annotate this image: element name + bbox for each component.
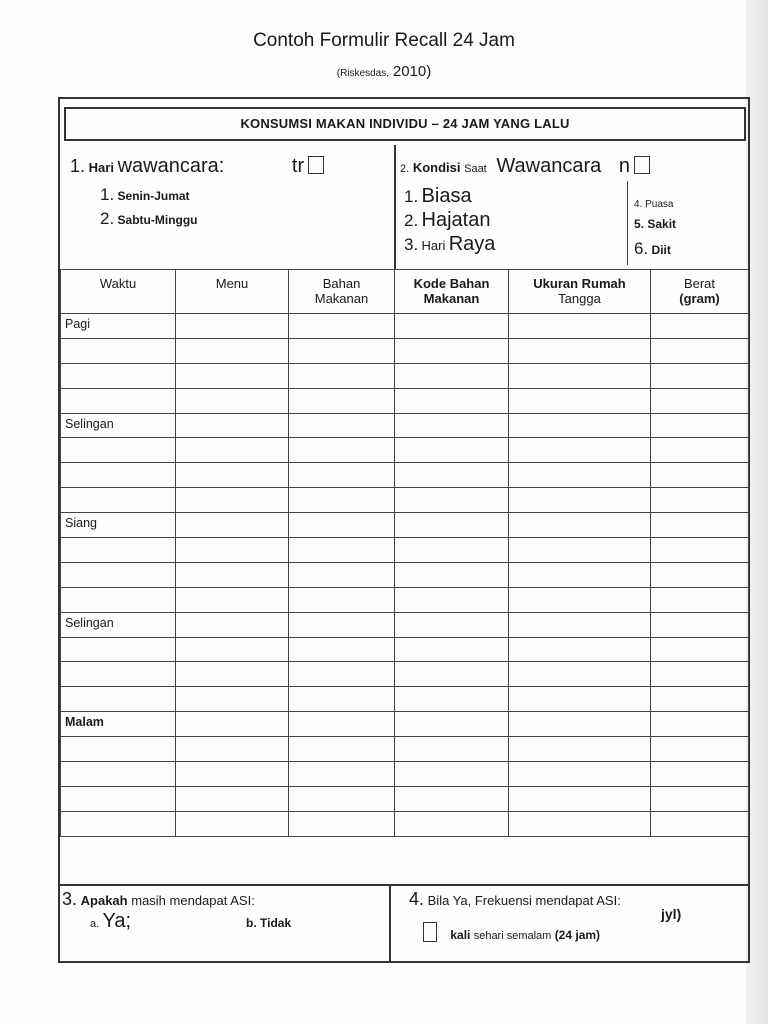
- table-cell[interactable]: [289, 587, 395, 612]
- recall-table: [60, 269, 749, 837]
- header-bahan-label1: Bahan: [322, 276, 361, 291]
- table-cell[interactable]: [395, 662, 509, 687]
- q1-option-1-num: 1.: [100, 185, 115, 204]
- table-row: [61, 811, 749, 836]
- q4-number: 4.: [409, 889, 425, 909]
- header-bahan-label2: Makanan: [314, 291, 369, 306]
- table-cell[interactable]: [651, 811, 749, 836]
- header-bahan-makanan: [289, 270, 395, 314]
- q2-option-3-num: 3.: [404, 235, 419, 254]
- table-cell[interactable]: [176, 438, 289, 463]
- header-urt-label1: Ukuran Rumah: [533, 276, 626, 291]
- q2-option-6[interactable]: [634, 239, 671, 259]
- q2-mark: n: [618, 155, 630, 177]
- question-frekuensi-asi: [389, 886, 748, 961]
- q2-label-saat: Saat: [464, 163, 487, 175]
- q3-option-b-text: b. Tidak: [246, 916, 292, 930]
- table-cell[interactable]: [651, 587, 749, 612]
- q4-freq-bold: kali: [450, 928, 471, 942]
- table-cell[interactable]: [176, 737, 289, 762]
- table-cell[interactable]: [395, 762, 509, 787]
- table-cell[interactable]: [651, 513, 749, 538]
- table-cell[interactable]: [395, 562, 509, 587]
- q4-title: [409, 889, 621, 910]
- q3-label: masih mendapat ASI:: [131, 893, 255, 908]
- header-urt-label2: Tangga: [558, 291, 601, 306]
- q1-label: wawancara:: [117, 155, 225, 177]
- table-cell[interactable]: [651, 314, 749, 339]
- recall-form: [58, 97, 750, 963]
- q2-label: Wawancara: [496, 155, 602, 177]
- table-cell[interactable]: [176, 314, 289, 339]
- q1-option-1[interactable]: [100, 185, 190, 205]
- table-row: [61, 513, 749, 538]
- q3-number: 3.: [62, 889, 78, 909]
- table-cell[interactable]: [509, 637, 651, 662]
- table-cell[interactable]: [651, 712, 749, 737]
- table-cell[interactable]: [509, 488, 651, 513]
- table-cell[interactable]: [176, 687, 289, 712]
- q3-option-a-text: Ya;: [102, 910, 132, 932]
- table-cell[interactable]: [651, 562, 749, 587]
- header-berat-label1: Berat: [683, 276, 716, 291]
- table-cell[interactable]: [61, 488, 176, 513]
- table-cell[interactable]: [289, 612, 395, 637]
- table-row: [61, 463, 749, 488]
- table-cell[interactable]: [651, 737, 749, 762]
- table-cell[interactable]: [509, 314, 651, 339]
- q4-freq-end: (24 jam): [554, 928, 601, 942]
- table-cell[interactable]: [395, 712, 509, 737]
- table-cell[interactable]: [61, 811, 176, 836]
- section-label: Malam: [61, 712, 176, 737]
- table-cell[interactable]: [395, 513, 509, 538]
- table-cell[interactable]: [61, 587, 176, 612]
- table-cell[interactable]: [61, 662, 176, 687]
- table-cell[interactable]: [395, 612, 509, 637]
- header-kode-bahan: [395, 270, 509, 314]
- table-cell[interactable]: [651, 338, 749, 363]
- table-cell[interactable]: [509, 737, 651, 762]
- header-ukuran-rumah-tangga: [509, 270, 651, 314]
- table-cell[interactable]: [651, 488, 749, 513]
- q1-answer-box[interactable]: [308, 156, 324, 174]
- table-row: [61, 737, 749, 762]
- table-cell[interactable]: [176, 513, 289, 538]
- table-cell[interactable]: [289, 687, 395, 712]
- table-cell[interactable]: [395, 463, 509, 488]
- header-kode-label1: Kode Bahan: [413, 276, 490, 291]
- table-row: [61, 712, 749, 737]
- table-cell[interactable]: [651, 662, 749, 687]
- table-cell[interactable]: [395, 786, 509, 811]
- q4-suffix: jyl): [661, 906, 682, 922]
- table-cell[interactable]: [176, 388, 289, 413]
- table-cell[interactable]: [61, 687, 176, 712]
- table-row: [61, 538, 749, 563]
- q1-mark: tr: [291, 155, 305, 177]
- q4-label: Bila Ya, Frekuensi mendapat ASI:: [427, 893, 621, 908]
- q2-option-4-num: 4.: [634, 199, 643, 210]
- table-cell[interactable]: [395, 314, 509, 339]
- table-cell[interactable]: [395, 363, 509, 388]
- table-cell[interactable]: [651, 538, 749, 563]
- table-cell[interactable]: [61, 338, 176, 363]
- form-banner: KONSUMSI MAKAN INDIVIDU – 24 JAM YANG LALU: [64, 107, 746, 141]
- q2-option-5-num: 5.: [634, 217, 645, 231]
- q4-frequency[interactable]: [423, 922, 600, 942]
- table-cell[interactable]: [289, 562, 395, 587]
- table-cell[interactable]: [509, 687, 651, 712]
- table-cell[interactable]: [651, 388, 749, 413]
- q2-option-2-num: 2.: [404, 211, 419, 230]
- table-cell[interactable]: [395, 338, 509, 363]
- table-cell[interactable]: [395, 538, 509, 563]
- q2-option-3-text: Raya: [448, 233, 496, 255]
- table-cell[interactable]: [61, 762, 176, 787]
- table-cell[interactable]: [289, 363, 395, 388]
- header-menu-label: Menu: [215, 276, 249, 291]
- table-cell[interactable]: [651, 612, 749, 637]
- table-cell[interactable]: [509, 762, 651, 787]
- table-cell[interactable]: [176, 762, 289, 787]
- table-cell[interactable]: [509, 712, 651, 737]
- q1-label-prefix: Hari: [88, 160, 114, 175]
- table-cell[interactable]: [395, 811, 509, 836]
- q2-option-5[interactable]: [634, 217, 676, 231]
- q2-number: 2.: [400, 163, 410, 175]
- question-kondisi-wawancara: [396, 145, 748, 269]
- table-row: [61, 314, 749, 339]
- table-cell[interactable]: [176, 363, 289, 388]
- table-cell[interactable]: [651, 463, 749, 488]
- q2-option-4[interactable]: [634, 199, 673, 210]
- table-row: [61, 786, 749, 811]
- table-cell[interactable]: [395, 587, 509, 612]
- table-row: [61, 662, 749, 687]
- table-row: [61, 762, 749, 787]
- table-cell[interactable]: [509, 612, 651, 637]
- header-berat-label2: (gram): [679, 291, 720, 306]
- q2-option-6-num: 6.: [634, 239, 649, 258]
- table-row: [61, 388, 749, 413]
- table-cell[interactable]: [395, 737, 509, 762]
- table-row: [61, 363, 749, 388]
- q2-column-divider: [627, 181, 628, 265]
- section-label: Selingan: [61, 612, 176, 637]
- table-row: [61, 413, 749, 438]
- table-cell[interactable]: [176, 811, 289, 836]
- q1-option-1-text: Senin-Jumat: [117, 189, 190, 203]
- subtitle-year: 2010): [392, 63, 432, 80]
- q2-label-prefix: Kondisi: [412, 160, 461, 175]
- table-cell[interactable]: [289, 538, 395, 563]
- table-cell[interactable]: [176, 538, 289, 563]
- header-waktu-label: Waktu: [99, 276, 137, 291]
- table-cell[interactable]: [176, 637, 289, 662]
- table-cell[interactable]: [509, 811, 651, 836]
- table-cell[interactable]: [289, 413, 395, 438]
- table-cell[interactable]: [289, 662, 395, 687]
- table-cell[interactable]: [509, 388, 651, 413]
- table-cell[interactable]: [289, 513, 395, 538]
- q1-option-2-num: 2.: [100, 209, 115, 228]
- table-cell[interactable]: [395, 687, 509, 712]
- table-cell[interactable]: [509, 413, 651, 438]
- q4-frequency-box[interactable]: [423, 922, 437, 942]
- table-cell[interactable]: [61, 438, 176, 463]
- table-row: [61, 338, 749, 363]
- table-cell[interactable]: [289, 488, 395, 513]
- recall-table-body: [61, 314, 749, 837]
- table-cell[interactable]: [61, 463, 176, 488]
- q1-option-2-text: Sabtu-Minggu: [117, 213, 198, 227]
- q2-option-2-text: Hajatan: [421, 209, 491, 231]
- q2-title: [400, 155, 650, 178]
- subtitle-source: (Riskesdas,: [336, 68, 389, 79]
- question-hari-wawancara: [60, 145, 396, 269]
- table-cell[interactable]: [176, 612, 289, 637]
- q2-option-6-text: Diit: [651, 243, 671, 257]
- table-cell[interactable]: [651, 413, 749, 438]
- table-cell[interactable]: [395, 438, 509, 463]
- table-cell[interactable]: [651, 438, 749, 463]
- table-cell[interactable]: [289, 712, 395, 737]
- table-cell[interactable]: [61, 637, 176, 662]
- q2-option-1-num: 1.: [404, 187, 419, 206]
- q3-label-bold: Apakah: [80, 893, 128, 908]
- table-cell[interactable]: [289, 637, 395, 662]
- table-cell[interactable]: [176, 587, 289, 612]
- table-cell[interactable]: [509, 513, 651, 538]
- section-label: Siang: [61, 513, 176, 538]
- question-asi: [60, 886, 391, 961]
- q1-number: 1.: [70, 156, 86, 176]
- table-cell[interactable]: [289, 762, 395, 787]
- q2-option-3-text-small: Hari: [421, 238, 446, 253]
- q1-option-2[interactable]: [100, 209, 198, 229]
- q2-option-3[interactable]: [404, 233, 495, 256]
- table-cell[interactable]: [61, 562, 176, 587]
- table-cell[interactable]: [176, 786, 289, 811]
- table-cell[interactable]: [509, 338, 651, 363]
- table-row: [61, 687, 749, 712]
- table-row: [61, 562, 749, 587]
- q4-freq-text: sehari semalam: [473, 930, 552, 942]
- q3-title: [62, 889, 255, 910]
- table-row: [61, 488, 749, 513]
- table-cell[interactable]: [289, 314, 395, 339]
- table-cell[interactable]: [176, 413, 289, 438]
- table-cell[interactable]: [176, 488, 289, 513]
- q2-option-5-text: Sakit: [647, 217, 677, 231]
- table-cell[interactable]: [61, 786, 176, 811]
- asi-section: [60, 884, 748, 961]
- table-cell[interactable]: [61, 737, 176, 762]
- table-cell[interactable]: [651, 637, 749, 662]
- table-cell[interactable]: [509, 786, 651, 811]
- q2-option-2[interactable]: [404, 209, 490, 232]
- q3-option-tidak[interactable]: [246, 916, 291, 930]
- table-row: [61, 637, 749, 662]
- table-cell[interactable]: [176, 662, 289, 687]
- table-cell[interactable]: [509, 438, 651, 463]
- q3-option-ya[interactable]: [90, 910, 131, 933]
- table-cell[interactable]: [289, 811, 395, 836]
- table-cell[interactable]: [289, 438, 395, 463]
- header-waktu: [61, 270, 176, 314]
- table-cell[interactable]: [395, 388, 509, 413]
- table-cell[interactable]: [509, 587, 651, 612]
- table-cell[interactable]: [395, 413, 509, 438]
- table-cell[interactable]: [176, 712, 289, 737]
- table-cell[interactable]: [509, 363, 651, 388]
- table-cell[interactable]: [289, 786, 395, 811]
- page-title: Contoh Formulir Recall 24 Jam: [253, 30, 515, 51]
- table-cell[interactable]: [61, 363, 176, 388]
- q1-title: [70, 155, 324, 178]
- table-cell[interactable]: [176, 463, 289, 488]
- table-cell[interactable]: [509, 463, 651, 488]
- table-cell[interactable]: [509, 538, 651, 563]
- table-cell[interactable]: [395, 488, 509, 513]
- table-cell[interactable]: [289, 388, 395, 413]
- section-label: Selingan: [61, 413, 176, 438]
- table-cell[interactable]: [61, 538, 176, 563]
- page-subtitle: [0, 63, 768, 80]
- table-cell[interactable]: [651, 687, 749, 712]
- q2-option-4-text: Puasa: [645, 199, 674, 210]
- table-cell[interactable]: [651, 762, 749, 787]
- table-row: [61, 438, 749, 463]
- table-cell[interactable]: [509, 562, 651, 587]
- table-cell[interactable]: [509, 662, 651, 687]
- header-menu: [176, 270, 289, 314]
- q2-option-1[interactable]: [404, 185, 472, 208]
- header-berat: [651, 270, 749, 314]
- table-cell[interactable]: [395, 637, 509, 662]
- table-cell[interactable]: [289, 737, 395, 762]
- table-cell[interactable]: [176, 562, 289, 587]
- table-cell[interactable]: [289, 338, 395, 363]
- table-cell[interactable]: [651, 786, 749, 811]
- table-header-row: [61, 270, 749, 314]
- table-cell[interactable]: [651, 363, 749, 388]
- table-cell[interactable]: [289, 463, 395, 488]
- table-row: [61, 612, 749, 637]
- table-cell[interactable]: [61, 388, 176, 413]
- header-kode-label2: Makanan: [423, 291, 480, 306]
- section-label: Pagi: [61, 314, 176, 339]
- q2-answer-box[interactable]: [634, 156, 650, 174]
- q3-option-a-letter: a.: [90, 918, 100, 930]
- table-cell[interactable]: [176, 338, 289, 363]
- q2-option-1-text: Biasa: [421, 185, 472, 207]
- table-row: [61, 587, 749, 612]
